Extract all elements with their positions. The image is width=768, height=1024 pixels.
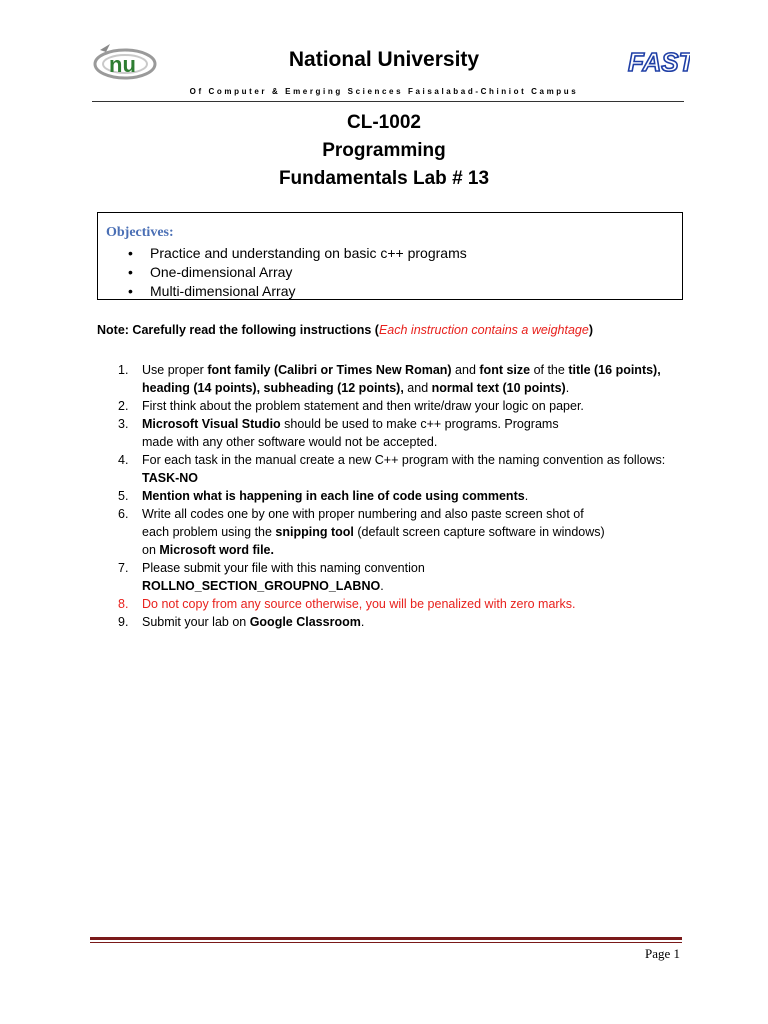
footer-divider-thin	[90, 942, 682, 943]
instructions-note: Note: Carefully read the following instructions (Each instruction contains a weightage)	[97, 323, 593, 337]
course-code: CL-1002	[347, 112, 421, 133]
page-number: Page 1	[644, 946, 680, 961]
objective-item: • Practice and understanding on basic c++ programs	[128, 245, 467, 261]
instruction-item: 7. Please submit your file with this naming convention ROLLNO_SECTION_GROUPNO_LABNO.	[118, 561, 425, 593]
objective-item: • One-dimensional Array	[128, 264, 293, 280]
course-title-line1: Programming	[322, 140, 446, 161]
bullet-icon: •	[128, 264, 133, 280]
instruction-item: 1. Use proper font family (Calibri or Times New Roman) and font size of the title (16 points), heading (14 points), subheading (12 points), and normal text (10 points).	[118, 363, 661, 395]
nu-logo-text: nu	[109, 52, 136, 77]
instruction-item: 9. Submit your lab on Google Classroom.	[118, 615, 365, 629]
university-title: National University	[288, 48, 480, 71]
objective-item: • Multi-dimensional Array	[128, 283, 296, 299]
instructions-list	[118, 361, 688, 631]
objectives-box	[97, 212, 683, 300]
bullet-icon: •	[128, 283, 133, 299]
instruction-item: 6. Write all codes one by one with proper numbering and also paste screen shot of each problem using the snipping tool (default screen capture software in windows) on Microsoft word file.	[118, 507, 605, 557]
bullet-icon: •	[128, 245, 133, 261]
course-title-line2: Fundamentals Lab # 13	[278, 168, 490, 189]
instruction-item: 4. For each task in the manual create a new C++ program with the naming convention as follows: TASK-NO	[118, 453, 666, 485]
instruction-item: 2. First think about the problem statement and then write/draw your logic on paper.	[118, 399, 584, 413]
instruction-item-warning: 8. Do not copy from any source otherwise, you will be penalized with zero marks.	[118, 597, 576, 611]
university-subtitle: Of Computer & Emerging Sciences Faisalabad-Chiniot Campus	[189, 87, 579, 96]
note-emphasis: Each instruction contains a weightage	[378, 323, 589, 337]
footer-divider	[90, 937, 682, 940]
instruction-item: 5. Mention what is happening in each line of code using comments.	[118, 489, 529, 503]
header-divider	[92, 101, 684, 102]
objectives-list	[128, 245, 467, 302]
fast-logo-text: FAST	[628, 47, 690, 76]
objectives-heading: Objectives:	[106, 225, 174, 240]
instruction-item: 3. Microsoft Visual Studio should be used to make c++ programs. Programs made with any other software would not be accepted.	[118, 417, 559, 449]
